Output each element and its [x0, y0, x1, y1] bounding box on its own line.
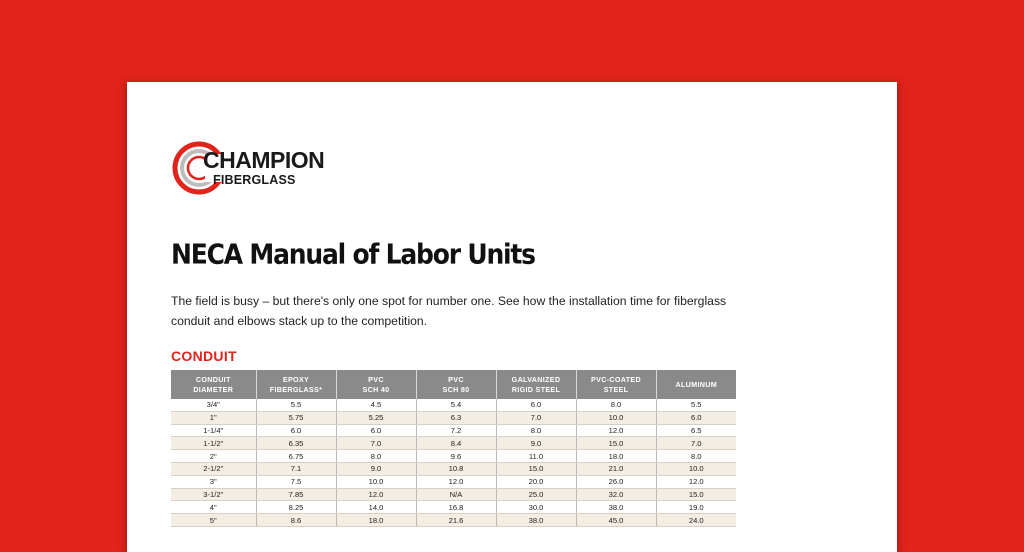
table-cell: 12.0 — [336, 488, 416, 501]
table-cell: 6.0 — [496, 399, 576, 411]
table-cell: 8.0 — [576, 399, 656, 411]
table-cell: 25.0 — [496, 488, 576, 501]
table-cell: 38.0 — [496, 514, 576, 527]
table-cell: 5.25 — [336, 411, 416, 424]
table-cell: 6.35 — [256, 437, 336, 450]
table-row — [171, 501, 736, 514]
table-cell: 15.0 — [576, 437, 656, 450]
table-cell: 6.0 — [336, 424, 416, 437]
table-row — [171, 437, 736, 450]
table-cell: 8.0 — [656, 450, 736, 463]
column-header: PVC SCH 40 — [336, 370, 416, 399]
champion-fiberglass-logo — [171, 140, 324, 196]
table-cell: 8.25 — [256, 501, 336, 514]
table-cell: 30.0 — [496, 501, 576, 514]
table-cell: 7.0 — [496, 411, 576, 424]
table-cell: 10.0 — [656, 462, 736, 475]
table-cell: 3" — [171, 475, 256, 488]
table-cell: 15.0 — [656, 488, 736, 501]
table-cell: 3/4" — [171, 399, 256, 411]
table-cell: 8.6 — [256, 514, 336, 527]
table-cell: 6.0 — [656, 411, 736, 424]
table-cell: 9.0 — [496, 437, 576, 450]
table-cell: 20.0 — [496, 475, 576, 488]
table-row — [171, 462, 736, 475]
table-cell: N/A — [416, 488, 496, 501]
table-cell: 7.85 — [256, 488, 336, 501]
page-title: NECA Manual of Labor Units — [171, 238, 535, 270]
table-cell: 8.0 — [336, 450, 416, 463]
table-cell: 9.0 — [336, 462, 416, 475]
table-cell: 7.0 — [336, 437, 416, 450]
table-cell: 2-1/2" — [171, 462, 256, 475]
table-cell: 6.5 — [656, 424, 736, 437]
table-cell: 16.8 — [416, 501, 496, 514]
conduit-table — [171, 370, 736, 527]
table-cell: 21.6 — [416, 514, 496, 527]
column-header: PVC-COATED STEEL — [576, 370, 656, 399]
table-cell: 26.0 — [576, 475, 656, 488]
table-cell: 45.0 — [576, 514, 656, 527]
table-cell: 5.4 — [416, 399, 496, 411]
conduit-section-heading: CONDUIT — [171, 348, 237, 364]
table-cell: 6.0 — [256, 424, 336, 437]
table-cell: 7.5 — [256, 475, 336, 488]
table-row — [171, 488, 736, 501]
table-cell: 1-1/4" — [171, 424, 256, 437]
table-row — [171, 424, 736, 437]
table-cell: 1-1/2" — [171, 437, 256, 450]
table-cell: 10.8 — [416, 462, 496, 475]
column-header: GALVANIZED RIGID STEEL — [496, 370, 576, 399]
table-cell: 8.0 — [496, 424, 576, 437]
table-cell: 12.0 — [656, 475, 736, 488]
table-cell: 10.0 — [336, 475, 416, 488]
table-cell: 7.2 — [416, 424, 496, 437]
table-cell: 15.0 — [496, 462, 576, 475]
table-cell: 5" — [171, 514, 256, 527]
table-cell: 11.0 — [496, 450, 576, 463]
table-cell: 12.0 — [576, 424, 656, 437]
document-page — [127, 82, 897, 552]
table-cell: 5.5 — [256, 399, 336, 411]
table-cell: 3-1/2" — [171, 488, 256, 501]
table-row — [171, 411, 736, 424]
column-header: PVC SCH 80 — [416, 370, 496, 399]
table-row — [171, 399, 736, 411]
table-row — [171, 475, 736, 488]
table-cell: 18.0 — [576, 450, 656, 463]
table-cell: 4" — [171, 501, 256, 514]
conduit-table-wrapper — [171, 370, 736, 527]
table-row — [171, 450, 736, 463]
column-header: EPOXY FIBERGLASS* — [256, 370, 336, 399]
table-cell: 19.0 — [656, 501, 736, 514]
table-cell: 32.0 — [576, 488, 656, 501]
table-cell: 2" — [171, 450, 256, 463]
logo-wordmark: CHAMPION — [203, 147, 325, 174]
table-cell: 38.0 — [576, 501, 656, 514]
table-cell: 1" — [171, 411, 256, 424]
table-row — [171, 514, 736, 527]
column-header: ALUMINUM — [656, 370, 736, 399]
table-header-row — [171, 370, 736, 399]
table-cell: 7.1 — [256, 462, 336, 475]
intro-paragraph: The field is busy – but there's only one spot for number one. See how the installation time for fiberglass conduit and elbows stack up to the competition. — [171, 294, 727, 328]
column-header: CONDUIT DIAMETER — [171, 370, 256, 399]
table-cell: 18.0 — [336, 514, 416, 527]
table-cell: 24.0 — [656, 514, 736, 527]
table-cell: 14.0 — [336, 501, 416, 514]
table-cell: 6.3 — [416, 411, 496, 424]
table-cell: 5.5 — [656, 399, 736, 411]
table-cell: 12.0 — [416, 475, 496, 488]
table-cell: 6.75 — [256, 450, 336, 463]
table-cell: 4.5 — [336, 399, 416, 411]
table-cell: 21.0 — [576, 462, 656, 475]
logo-subtitle: FIBERGLASS — [213, 173, 296, 188]
table-cell: 5.75 — [256, 411, 336, 424]
table-cell: 10.0 — [576, 411, 656, 424]
table-cell: 8.4 — [416, 437, 496, 450]
table-cell: 7.0 — [656, 437, 736, 450]
table-cell: 9.6 — [416, 450, 496, 463]
